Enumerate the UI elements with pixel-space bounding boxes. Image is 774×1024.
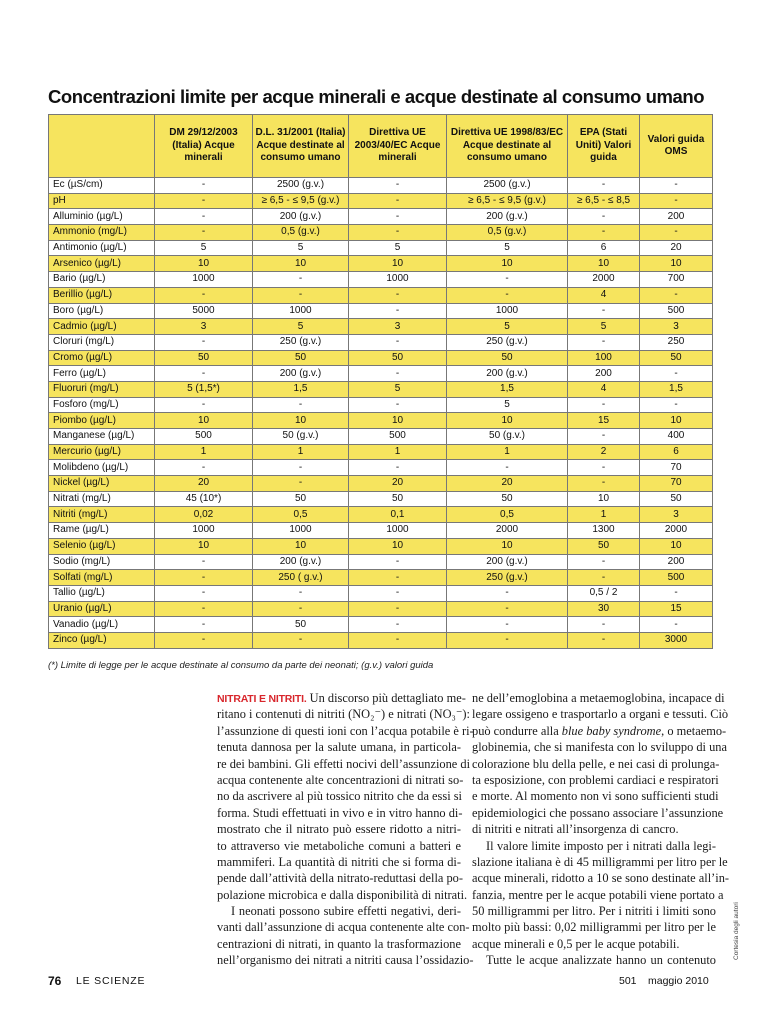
value-cell: 5 xyxy=(447,397,568,413)
value-cell: 2500 (g.v.) xyxy=(253,178,349,194)
value-cell: 1000 xyxy=(349,272,447,288)
value-cell: 3 xyxy=(349,319,447,335)
parameter-cell: Fluoruri (mg/L) xyxy=(49,381,155,397)
value-cell: 3 xyxy=(155,319,253,335)
value-cell: 0,5 xyxy=(253,507,349,523)
value-cell: - xyxy=(568,209,640,225)
header-cell: Valori guida OMS xyxy=(640,115,713,178)
value-cell: - xyxy=(568,397,640,413)
value-cell: 15 xyxy=(640,601,713,617)
value-cell: 10 xyxy=(349,256,447,272)
value-cell: - xyxy=(568,303,640,319)
parameter-cell: Ammonio (mg/L) xyxy=(49,225,155,241)
value-cell: 10 xyxy=(155,538,253,554)
text-line: acque minerali, ridotto a 10 se sono destinate all’in- xyxy=(472,871,730,886)
header-cell: Direttiva UE 1998/83/EC Acque destinate al consumo umano xyxy=(447,115,568,178)
table-row xyxy=(49,523,713,539)
table-row xyxy=(49,272,713,288)
value-cell: - xyxy=(349,585,447,601)
text-line: molto più bassi: 0,02 milligrammi per litro per le xyxy=(472,920,716,935)
value-cell: - xyxy=(447,632,568,648)
value-cell: 1000 xyxy=(349,523,447,539)
value-cell: - xyxy=(253,287,349,303)
value-cell: - xyxy=(568,460,640,476)
value-cell: - xyxy=(349,225,447,241)
table-row xyxy=(49,319,713,335)
text-line: colorazione blu della pelle, e nei casi di prolunga- xyxy=(472,756,720,771)
value-cell: - xyxy=(447,460,568,476)
value-cell: 250 ( g.v.) xyxy=(253,570,349,586)
value-cell: - xyxy=(640,193,713,209)
value-cell: 50 xyxy=(253,617,349,633)
text-line: acqua contenente alte concentrazioni di nitrati so- xyxy=(217,772,464,787)
text-line: to attraverso vie metaboliche comuni a batteri e xyxy=(217,838,461,853)
value-cell: - xyxy=(349,209,447,225)
table-row xyxy=(49,491,713,507)
text-line: di nitriti e nitrati all’insorgenza di cancro. xyxy=(472,822,679,837)
value-cell: - xyxy=(155,397,253,413)
value-cell: - xyxy=(349,601,447,617)
value-cell: 50 xyxy=(447,491,568,507)
value-cell: 6 xyxy=(640,444,713,460)
table-row xyxy=(49,538,713,554)
parameter-cell: Solfati (mg/L) xyxy=(49,570,155,586)
value-cell: - xyxy=(640,397,713,413)
value-cell: - xyxy=(155,178,253,194)
page-number: 76 xyxy=(48,974,62,988)
value-cell: 1,5 xyxy=(640,381,713,397)
text-line: e morte. Al momento non vi sono sufficienti studi xyxy=(472,789,719,804)
value-cell: - xyxy=(155,209,253,225)
value-cell: - xyxy=(253,397,349,413)
value-cell: 10 xyxy=(447,538,568,554)
text-line: polazione microbica e dalla disponibilità di nitrati. xyxy=(217,887,468,902)
value-cell: - xyxy=(349,178,447,194)
value-cell: - xyxy=(447,617,568,633)
value-cell: 10 xyxy=(155,413,253,429)
value-cell: 400 xyxy=(640,429,713,445)
value-cell: 250 xyxy=(640,334,713,350)
value-cell: - xyxy=(155,601,253,617)
value-cell: 10 xyxy=(253,413,349,429)
value-cell: 5 xyxy=(447,319,568,335)
value-cell: ≥ 6,5 - ≤ 9,5 (g.v.) xyxy=(447,193,568,209)
value-cell: - xyxy=(155,570,253,586)
text-line: I neonati possono subire effetti negativi, deri- xyxy=(231,904,461,919)
value-cell: - xyxy=(568,570,640,586)
text-line: vanti dall’assunzione di acqua contenente alte con- xyxy=(217,920,470,935)
header-cell: EPA (Stati Uniti) Valori guida xyxy=(568,115,640,178)
value-cell: 15 xyxy=(568,413,640,429)
value-cell: 1000 xyxy=(155,272,253,288)
value-cell: 3 xyxy=(640,507,713,523)
value-cell: 100 xyxy=(568,350,640,366)
value-cell: - xyxy=(349,366,447,382)
value-cell: 3 xyxy=(640,319,713,335)
value-cell: - xyxy=(568,429,640,445)
value-cell: 5 xyxy=(349,381,447,397)
table-row xyxy=(49,178,713,194)
value-cell: ≥ 6,5 - ≤ 9,5 (g.v.) xyxy=(253,193,349,209)
value-cell: 10 xyxy=(349,413,447,429)
value-cell: 1000 xyxy=(253,303,349,319)
value-cell: 50 (g.v.) xyxy=(447,429,568,445)
value-cell: - xyxy=(155,193,253,209)
value-cell: 0,02 xyxy=(155,507,253,523)
text-line: Tutte le acque analizzate hanno un contenuto xyxy=(486,953,716,968)
table-row xyxy=(49,287,713,303)
parameter-cell: Ferro (µg/L) xyxy=(49,366,155,382)
parameter-cell: Manganese (µg/L) xyxy=(49,429,155,445)
value-cell: - xyxy=(155,617,253,633)
value-cell: 500 xyxy=(349,429,447,445)
text-line: ta esposizione, con problemi cardiaci e respiratori xyxy=(472,772,719,787)
limits-table xyxy=(48,114,713,649)
value-cell: - xyxy=(155,366,253,382)
value-cell: 50 xyxy=(155,350,253,366)
value-cell: - xyxy=(568,178,640,194)
value-cell: 20 xyxy=(447,476,568,492)
value-cell: 200 (g.v.) xyxy=(447,209,568,225)
value-cell: - xyxy=(349,397,447,413)
value-cell: - xyxy=(349,617,447,633)
value-cell: - xyxy=(349,632,447,648)
value-cell: - xyxy=(155,460,253,476)
parameter-cell: Cloruri (mg/L) xyxy=(49,334,155,350)
value-cell: 10 xyxy=(447,256,568,272)
table-row xyxy=(49,366,713,382)
parameter-cell: Bario (µg/L) xyxy=(49,272,155,288)
value-cell: 5 xyxy=(447,240,568,256)
value-cell: 5 xyxy=(568,319,640,335)
text-line: mammiferi. La quantità di nitriti che si forma di- xyxy=(217,854,461,869)
text-line: no da ascrivere al più tossico nitrito che da essi si xyxy=(217,789,462,804)
value-cell: 2000 xyxy=(640,523,713,539)
table-row xyxy=(49,350,713,366)
value-cell: - xyxy=(349,460,447,476)
value-cell: - xyxy=(253,476,349,492)
value-cell: 20 xyxy=(640,240,713,256)
value-cell: - xyxy=(640,366,713,382)
value-cell: 200 (g.v.) xyxy=(447,366,568,382)
text-line: pende dall’attività della nitrato-reduttasi della po- xyxy=(217,871,463,886)
value-cell: - xyxy=(568,476,640,492)
table-row xyxy=(49,570,713,586)
text-line: ne dell’emoglobina a metaemoglobina, incapace di xyxy=(472,691,725,705)
text-line: acque minerali e 0,5 per le acque potabili. xyxy=(472,936,680,951)
parameter-cell: Rame (µg/L) xyxy=(49,523,155,539)
value-cell: 3000 xyxy=(640,632,713,648)
text-line: forma. Studi effettuati in vivo e in vitro hanno di- xyxy=(217,805,463,820)
value-cell: - xyxy=(640,178,713,194)
parameter-cell: Tallio (µg/L) xyxy=(49,585,155,601)
table-footnote: (*) Limite di legge per le acque destinate al consumo da parte dei neonati; (g.v.) valori guida xyxy=(48,660,434,671)
text-line: slazione italiana è di 45 milligrammi per litro per le xyxy=(472,854,728,869)
table-row xyxy=(49,334,713,350)
value-cell: - xyxy=(640,617,713,633)
table-row xyxy=(49,413,713,429)
table-row xyxy=(49,303,713,319)
value-cell: - xyxy=(568,225,640,241)
value-cell: 1 xyxy=(349,444,447,460)
parameter-cell: Boro (µg/L) xyxy=(49,303,155,319)
value-cell: 250 (g.v.) xyxy=(447,334,568,350)
value-cell: 6 xyxy=(568,240,640,256)
value-cell: - xyxy=(568,334,640,350)
header-cell: D.L. 31/2001 (Italia) Acque destinate al consumo umano xyxy=(253,115,349,178)
value-cell: 50 xyxy=(253,491,349,507)
value-cell: 45 (10*) xyxy=(155,491,253,507)
value-cell: 1000 xyxy=(253,523,349,539)
value-cell: 70 xyxy=(640,460,713,476)
table-row xyxy=(49,444,713,460)
table-row xyxy=(49,554,713,570)
value-cell: 1,5 xyxy=(447,381,568,397)
value-cell: - xyxy=(155,585,253,601)
parameter-cell: Vanadio (µg/L) xyxy=(49,617,155,633)
text-line: epidemiologici che possano associare l’assunzione xyxy=(472,805,724,820)
table-row xyxy=(49,507,713,523)
parameter-cell: Selenio (µg/L) xyxy=(49,538,155,554)
value-cell: - xyxy=(568,554,640,570)
issue-number: 501 xyxy=(619,975,637,987)
value-cell: - xyxy=(155,225,253,241)
value-cell: 200 xyxy=(640,554,713,570)
table-row xyxy=(49,193,713,209)
text-line xyxy=(217,690,466,706)
value-cell: 1 xyxy=(155,444,253,460)
value-cell: 4 xyxy=(568,287,640,303)
value-cell: 10 xyxy=(568,491,640,507)
value-cell: 2000 xyxy=(447,523,568,539)
table-row xyxy=(49,617,713,633)
value-cell: 50 xyxy=(640,350,713,366)
table-header-row xyxy=(49,115,713,178)
value-cell: 1000 xyxy=(447,303,568,319)
parameter-cell: Zinco (µg/L) xyxy=(49,632,155,648)
table-row xyxy=(49,601,713,617)
value-cell: - xyxy=(447,272,568,288)
value-cell: 10 xyxy=(640,538,713,554)
value-cell: 5 xyxy=(349,240,447,256)
value-cell: - xyxy=(447,585,568,601)
value-cell: 250 (g.v.) xyxy=(447,570,568,586)
article-column-right xyxy=(472,690,730,969)
value-cell: - xyxy=(349,193,447,209)
value-cell: 250 (g.v.) xyxy=(253,334,349,350)
value-cell: - xyxy=(155,554,253,570)
text-line: nell’organismo dei nitrati a nitriti causa l’ossidazio- xyxy=(217,953,474,968)
value-cell: 5 (1,5*) xyxy=(155,381,253,397)
table-row xyxy=(49,240,713,256)
value-cell: 1000 xyxy=(155,523,253,539)
value-cell: - xyxy=(155,632,253,648)
value-cell: - xyxy=(253,460,349,476)
value-cell: 2000 xyxy=(568,272,640,288)
value-cell: 10 xyxy=(253,256,349,272)
value-cell: 1 xyxy=(568,507,640,523)
text-line: centrazioni di nitrati, in quanto la trasformazione xyxy=(217,936,461,951)
parameter-cell: pH xyxy=(49,193,155,209)
value-cell: 10 xyxy=(640,413,713,429)
text-line-content: Un discorso più dettagliato me- xyxy=(306,691,466,705)
text-line: fanzia, mentre per le acque potabili viene portato a xyxy=(472,887,724,902)
table-row xyxy=(49,256,713,272)
parameter-cell: Uranio (µg/L) xyxy=(49,601,155,617)
parameter-cell: Berillio (µg/L) xyxy=(49,287,155,303)
value-cell: - xyxy=(349,334,447,350)
value-cell: - xyxy=(640,287,713,303)
value-cell: 1 xyxy=(253,444,349,460)
value-cell: 700 xyxy=(640,272,713,288)
parameter-cell: Ec (µS/cm) xyxy=(49,178,155,194)
header-cell xyxy=(49,115,155,178)
table-row xyxy=(49,585,713,601)
value-cell: 0,5 xyxy=(447,507,568,523)
header-cell: DM 29/12/2003 (Italia) Acque minerali xyxy=(155,115,253,178)
parameter-cell: Alluminio (µg/L) xyxy=(49,209,155,225)
table-row xyxy=(49,381,713,397)
magazine-name: LE SCIENZE xyxy=(76,975,146,987)
value-cell: 200 (g.v.) xyxy=(447,554,568,570)
parameter-cell: Nitrati (mg/L) xyxy=(49,491,155,507)
value-cell: - xyxy=(447,287,568,303)
value-cell: - xyxy=(349,303,447,319)
value-cell: 0,5 (g.v.) xyxy=(253,225,349,241)
page-title: Concentrazioni limite per acque minerali e acque destinate al consumo umano xyxy=(48,86,705,107)
value-cell: 1 xyxy=(447,444,568,460)
value-cell: 200 xyxy=(568,366,640,382)
value-cell: 10 xyxy=(349,538,447,554)
text-line: mostrato che il nitrato può essere ridotto a nitri- xyxy=(217,822,461,837)
value-cell: 200 xyxy=(640,209,713,225)
article-column-left xyxy=(217,690,474,969)
value-cell: 5 xyxy=(253,319,349,335)
text-line: globinemia, che si manifesta con lo sviluppo di una xyxy=(472,740,727,755)
value-cell: - xyxy=(640,585,713,601)
value-cell: - xyxy=(253,601,349,617)
parameter-cell: Fosforo (mg/L) xyxy=(49,397,155,413)
value-cell: 0,5 (g.v.) xyxy=(447,225,568,241)
parameter-cell: Cromo (µg/L) xyxy=(49,350,155,366)
table-row xyxy=(49,476,713,492)
value-cell: - xyxy=(155,334,253,350)
parameter-cell: Nitriti (mg/L) xyxy=(49,507,155,523)
value-cell: 200 (g.v.) xyxy=(253,554,349,570)
value-cell: 50 xyxy=(640,491,713,507)
value-cell: 50 xyxy=(568,538,640,554)
table-row xyxy=(49,209,713,225)
table-body xyxy=(49,178,713,649)
parameter-cell: Piombo (µg/L) xyxy=(49,413,155,429)
value-cell: 0,5 / 2 xyxy=(568,585,640,601)
value-cell: ≥ 6,5 - ≤ 8,5 xyxy=(568,193,640,209)
value-cell: 10 xyxy=(640,256,713,272)
value-cell: - xyxy=(349,570,447,586)
value-cell: 10 xyxy=(447,413,568,429)
value-cell: - xyxy=(568,617,640,633)
value-cell: 200 (g.v.) xyxy=(253,209,349,225)
text-line: re dei bambini. Gli effetti nocivi dell’assunzione di xyxy=(217,756,471,771)
value-cell: 5 xyxy=(155,240,253,256)
value-cell: - xyxy=(568,632,640,648)
value-cell: - xyxy=(253,585,349,601)
parameter-cell: Molibdeno (µg/L) xyxy=(49,460,155,476)
value-cell: 500 xyxy=(640,303,713,319)
value-cell: - xyxy=(253,632,349,648)
value-cell: 30 xyxy=(568,601,640,617)
table-row xyxy=(49,429,713,445)
value-cell: 500 xyxy=(155,429,253,445)
parameter-cell: Mercurio (µg/L) xyxy=(49,444,155,460)
value-cell: 2 xyxy=(568,444,640,460)
text-line: legare ossigeno e trasportarlo a organi e tessuti. Ciò xyxy=(472,707,729,722)
value-cell: 2500 (g.v.) xyxy=(447,178,568,194)
value-cell: 10 xyxy=(155,256,253,272)
text-line: ritano i contenuti di nitriti (NO₂⁻) e nitrati (NO₃⁻): xyxy=(217,707,470,722)
value-cell: 50 xyxy=(349,350,447,366)
value-cell: 50 (g.v.) xyxy=(253,429,349,445)
value-cell: 50 xyxy=(253,350,349,366)
value-cell: 70 xyxy=(640,476,713,492)
emphasis-text: blue baby syndrome xyxy=(561,723,662,738)
value-cell: 10 xyxy=(253,538,349,554)
section-kicker: NITRATI E NITRITI. xyxy=(217,693,307,705)
text-line: 50 milligrammi per litro. Per i nitriti i limiti sono xyxy=(472,904,716,919)
value-cell: 1,5 xyxy=(253,381,349,397)
table-row xyxy=(49,460,713,476)
value-cell: - xyxy=(349,287,447,303)
text-line: Il valore limite imposto per i nitrati dalla legi- xyxy=(486,838,716,853)
parameter-cell: Nickel (µg/L) xyxy=(49,476,155,492)
value-cell: 10 xyxy=(568,256,640,272)
text-line: l’assunzione di questi ioni con l’acqua potabile è ri- xyxy=(217,723,474,738)
issue-date: maggio 2010 xyxy=(648,975,709,987)
text-line: può condurre alla blue baby syndrome, o metaemo- xyxy=(472,723,727,738)
header-cell: Direttiva UE 2003/40/EC Acque minerali xyxy=(349,115,447,178)
value-cell: 200 (g.v.) xyxy=(253,366,349,382)
value-cell: 50 xyxy=(447,350,568,366)
value-cell: 0,1 xyxy=(349,507,447,523)
value-cell: 5 xyxy=(253,240,349,256)
parameter-cell: Sodio (mg/L) xyxy=(49,554,155,570)
text-line: tenuta dannosa per la salute umana, in particola- xyxy=(217,740,461,755)
table-row xyxy=(49,632,713,648)
value-cell: 20 xyxy=(155,476,253,492)
value-cell: - xyxy=(253,272,349,288)
table-row xyxy=(49,397,713,413)
value-cell: 4 xyxy=(568,381,640,397)
value-cell: 20 xyxy=(349,476,447,492)
parameter-cell: Cadmio (µg/L) xyxy=(49,319,155,335)
parameter-cell: Arsenico (µg/L) xyxy=(49,256,155,272)
value-cell: 50 xyxy=(349,491,447,507)
value-cell: - xyxy=(349,554,447,570)
value-cell: - xyxy=(640,225,713,241)
value-cell: 1300 xyxy=(568,523,640,539)
photo-credit: Cortesia degli autori xyxy=(733,902,740,960)
value-cell: - xyxy=(155,287,253,303)
parameter-cell: Antimonio (µg/L) xyxy=(49,240,155,256)
value-cell: 500 xyxy=(640,570,713,586)
value-cell: - xyxy=(447,601,568,617)
value-cell: 5000 xyxy=(155,303,253,319)
table-row xyxy=(49,225,713,241)
